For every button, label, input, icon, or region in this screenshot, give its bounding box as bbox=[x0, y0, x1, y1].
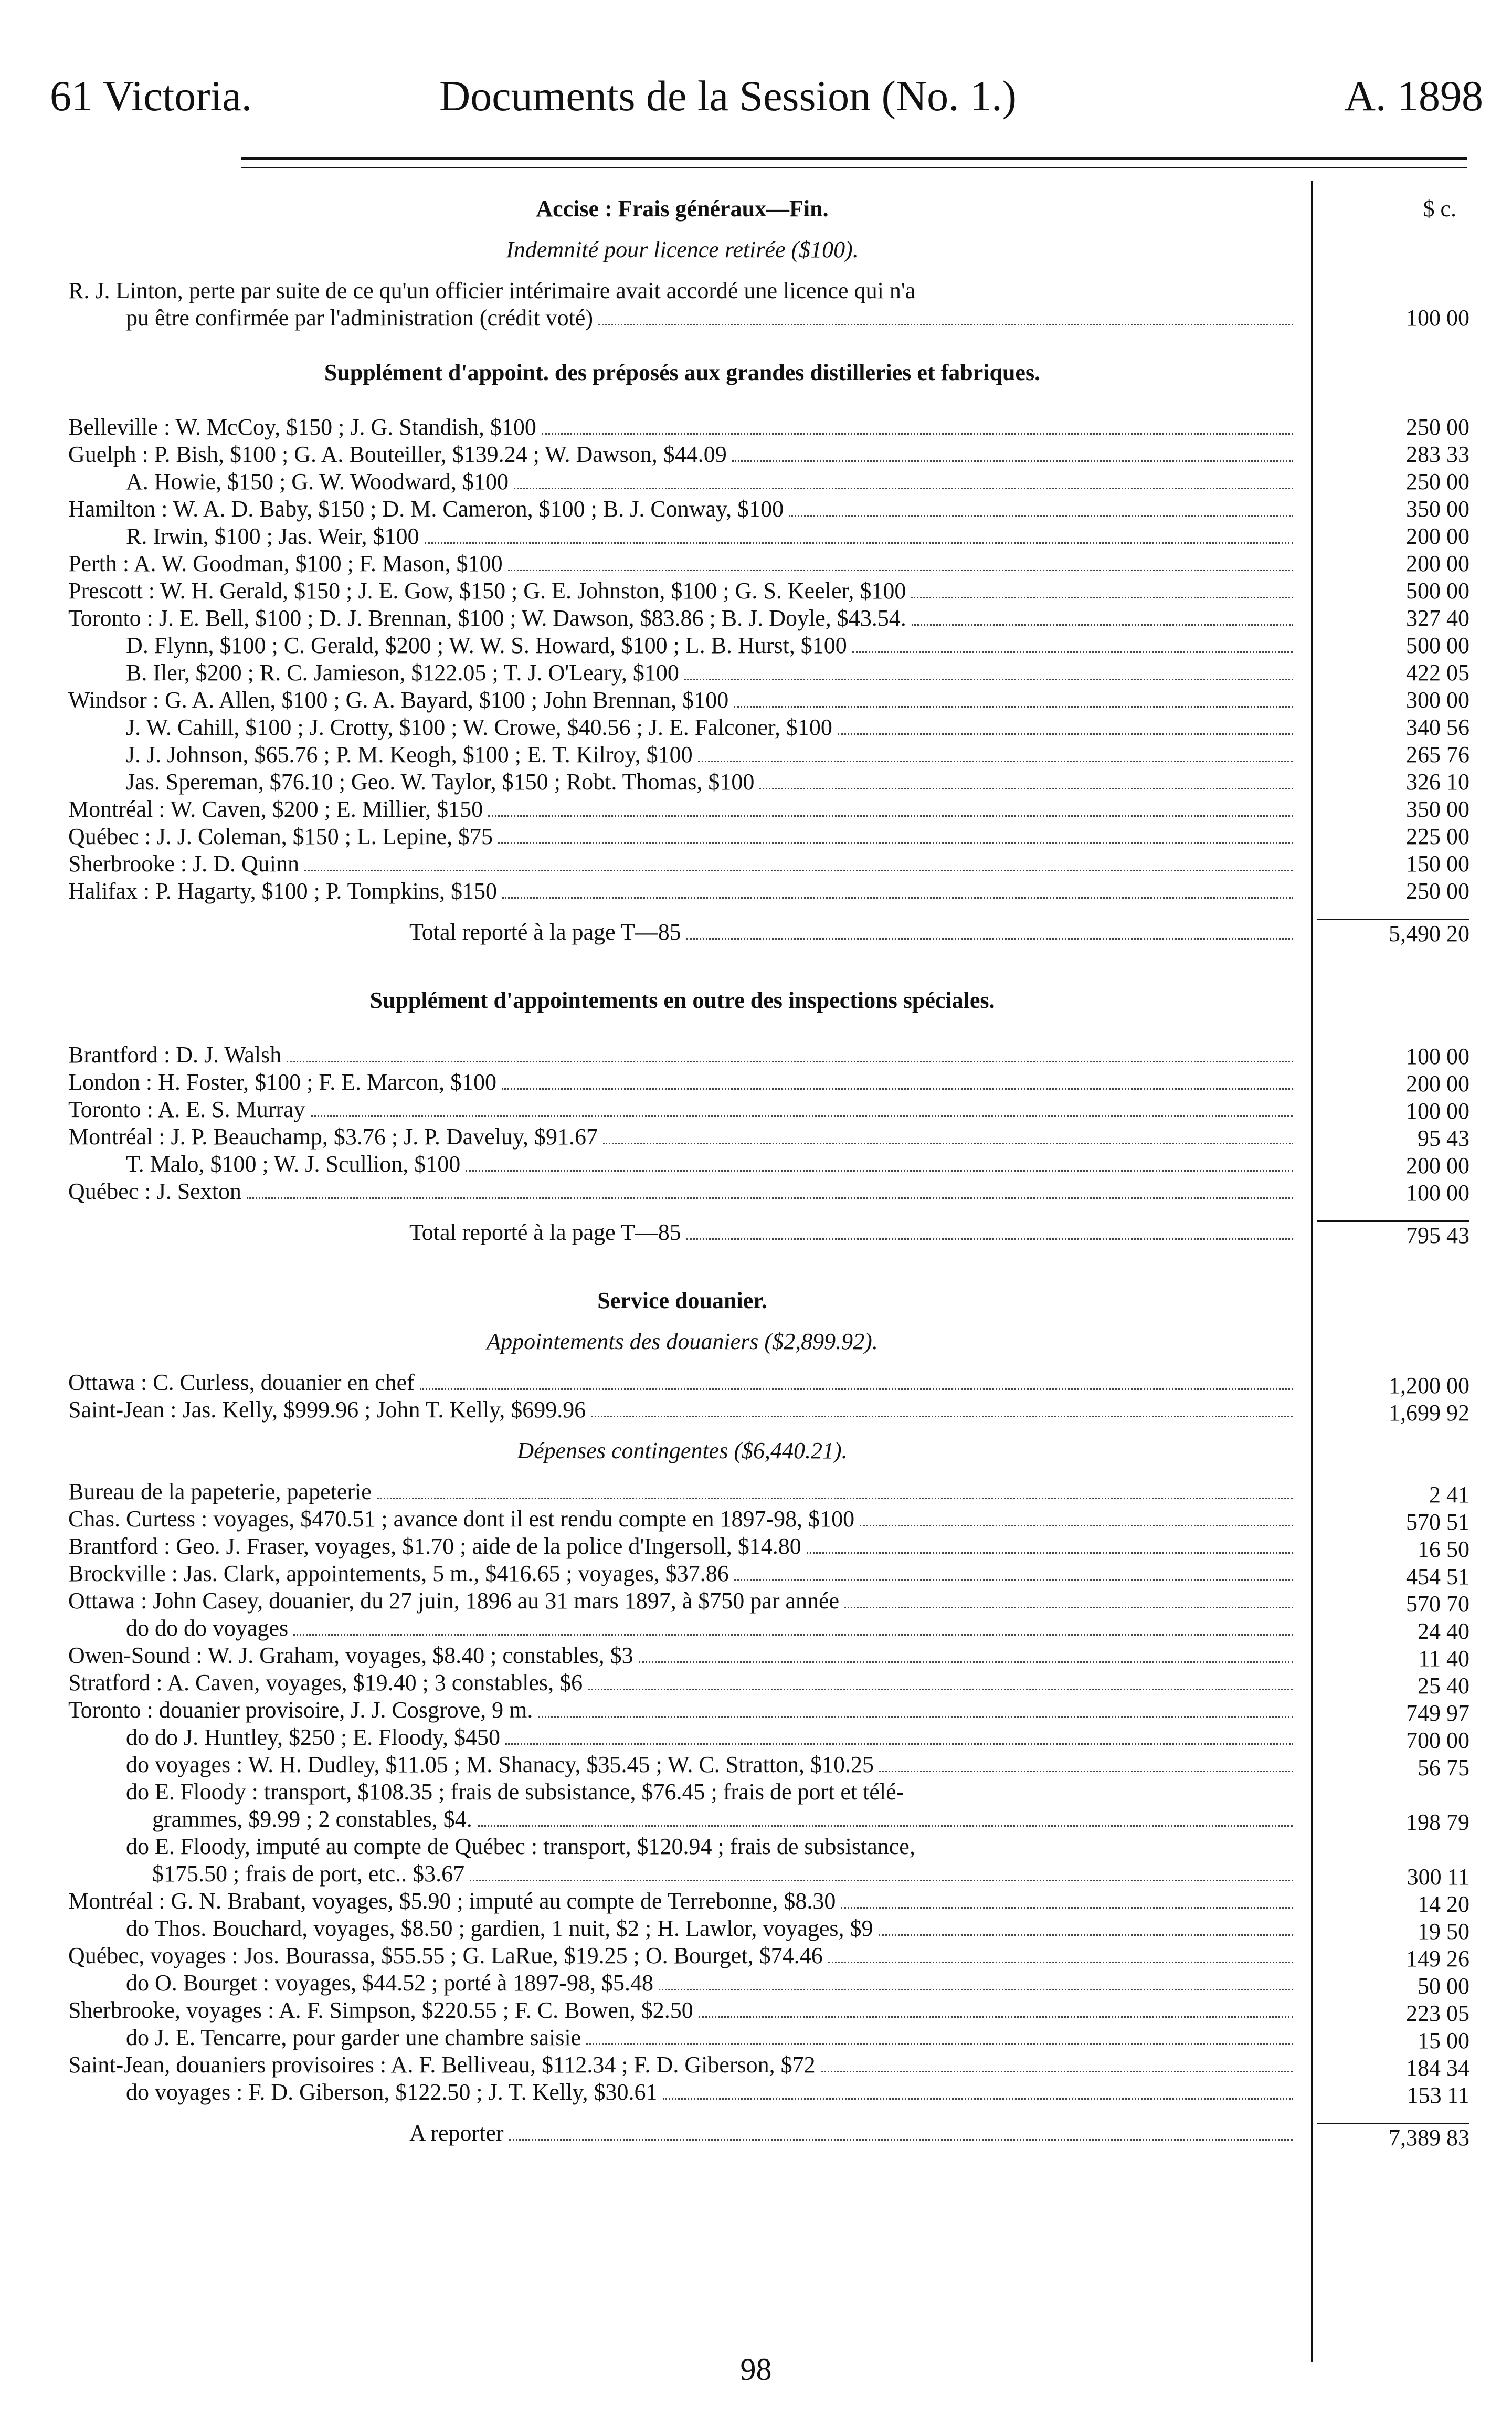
ledger-entry-text: Toronto : douanier provisoire, J. J. Cosgrove, 9 m. bbox=[68, 1697, 533, 1723]
entry-amount: 184 34 bbox=[1406, 2055, 1469, 2081]
ledger-entry bbox=[68, 414, 1296, 441]
spacer bbox=[68, 1014, 1296, 1041]
spacer bbox=[1317, 236, 1469, 264]
entry-amount: 200 00 bbox=[1406, 551, 1469, 576]
spacer bbox=[1317, 1468, 1469, 1481]
spacer bbox=[1317, 905, 1469, 919]
leader-dots bbox=[686, 1238, 1293, 1240]
leader-dots bbox=[502, 897, 1293, 899]
spacer bbox=[1317, 2109, 1469, 2123]
spacer bbox=[1317, 947, 1469, 988]
ledger-entry-line bbox=[68, 1860, 1296, 1888]
entry-amount: 100 00 bbox=[1406, 305, 1469, 331]
ledger-entry bbox=[68, 1069, 1296, 1096]
ledger-entry bbox=[68, 687, 1296, 714]
leader-dots bbox=[844, 1607, 1293, 1608]
ledger-entry-text: Bureau de la papeterie, papeterie bbox=[68, 1479, 372, 1504]
entry-amount: 225 00 bbox=[1406, 824, 1469, 849]
ledger-entry bbox=[68, 1096, 1296, 1123]
entry-amount: 1,699 92 bbox=[1389, 1400, 1469, 1426]
ledger-entry-text: Halifax : P. Hagarty, $100 ; P. Tompkins, $150 bbox=[68, 878, 498, 904]
entry-amount: 500 00 bbox=[1406, 633, 1469, 658]
ledger-entry-text: B. Iler, $200 ; R. C. Jamieson, $122.05 ; T. J. O'Leary, $100 bbox=[126, 660, 679, 686]
leader-dots bbox=[734, 706, 1293, 708]
ledger-entry bbox=[68, 1751, 1296, 1778]
leader-dots bbox=[509, 2139, 1293, 2141]
leader-dots bbox=[425, 542, 1293, 544]
entry-amount: 250 00 bbox=[1406, 469, 1469, 494]
entry-amount: 223 05 bbox=[1406, 2000, 1469, 2026]
leader-dots bbox=[470, 1880, 1293, 1881]
entry-amount: 570 70 bbox=[1406, 1591, 1469, 1617]
leader-dots bbox=[734, 1579, 1293, 1581]
section-total-amount: 5,490 20 bbox=[1317, 919, 1469, 947]
spacer bbox=[1317, 359, 1469, 386]
leader-dots bbox=[759, 788, 1293, 789]
spacer bbox=[1317, 1249, 1469, 1290]
leader-dots bbox=[912, 624, 1293, 626]
entry-amount: 1,200 00 bbox=[1389, 1373, 1469, 1398]
ledger-entry-text: do voyages : F. D. Giberson, $122.50 ; J. T. Kelly, $30.61 bbox=[126, 2079, 658, 2105]
ledger-entry bbox=[68, 1369, 1296, 1396]
ledger-entry-text: Sherbrooke : J. D. Quinn bbox=[68, 851, 299, 877]
leader-dots bbox=[293, 1634, 1293, 1636]
leader-dots bbox=[732, 460, 1293, 462]
ledger-entry bbox=[68, 550, 1296, 577]
spacer bbox=[1317, 223, 1469, 236]
leader-dots bbox=[789, 515, 1293, 517]
spacer bbox=[68, 264, 1296, 277]
ledger-entry bbox=[68, 1615, 1296, 1642]
section-total-label: Total reporté à la page T—85 bbox=[409, 1219, 681, 1245]
entry-amount: 350 00 bbox=[1406, 496, 1469, 522]
amount-column-rule bbox=[1311, 181, 1313, 2362]
leader-dots bbox=[488, 815, 1293, 817]
ledger-entry bbox=[68, 2079, 1296, 2106]
ledger-entry-text: J. W. Cahill, $100 ; J. Crotty, $100 ; W. Crowe, $40.56 ; J. E. Falconer, $100 bbox=[126, 714, 832, 740]
spacer bbox=[1317, 1358, 1469, 1372]
ledger-entry-text: Brantford : Geo. J. Fraser, voyages, $1.70 ; aide de la police d'Ingersoll, $14.80 bbox=[68, 1533, 801, 1559]
entry-amount: 100 00 bbox=[1406, 1098, 1469, 1124]
entry-amount: 11 40 bbox=[1418, 1646, 1469, 1671]
ledger-entry-line-text: grammes, $9.99 ; 2 constables, $4. bbox=[152, 1806, 472, 1832]
leader-dots bbox=[838, 733, 1293, 735]
section-subtitle: Indemnité pour licence retirée ($100). bbox=[506, 237, 859, 262]
ledger-entry bbox=[68, 1697, 1296, 1724]
ledger-entry bbox=[68, 1151, 1296, 1178]
leader-dots bbox=[514, 488, 1293, 489]
ledger-entry bbox=[68, 1587, 1296, 1615]
spacer bbox=[1317, 332, 1469, 359]
leader-dots bbox=[542, 433, 1293, 435]
ledger-entry-text: Windsor : G. A. Allen, $100 ; G. A. Bayard, $100 ; John Brennan, $100 bbox=[68, 687, 729, 713]
entry-amount: 700 00 bbox=[1406, 1727, 1469, 1753]
entry-amount: 100 00 bbox=[1406, 1180, 1469, 1206]
spacer bbox=[1317, 988, 1469, 1016]
leader-dots bbox=[807, 1552, 1293, 1554]
page-header bbox=[50, 67, 1483, 125]
ledger-entry-text: do voyages : W. H. Dudley, $11.05 ; M. Shanacy, $35.45 ; W. C. Stratton, $10.25 bbox=[126, 1752, 874, 1777]
leader-dots bbox=[663, 2098, 1294, 2100]
section-title: Supplément d'appointements en outre des inspections spéciales. bbox=[369, 987, 995, 1013]
leader-dots bbox=[603, 1143, 1293, 1144]
entry-amount: 283 33 bbox=[1406, 441, 1469, 467]
ledger-entry bbox=[68, 523, 1296, 550]
spacer bbox=[1317, 1440, 1469, 1468]
entry-amount: 350 00 bbox=[1406, 796, 1469, 822]
ledger-entry-text: Ottawa : C. Curless, douanier en chef bbox=[68, 1369, 415, 1395]
section-total bbox=[68, 2120, 1296, 2147]
entry-amount: 250 00 bbox=[1406, 878, 1469, 904]
section-title: Supplément d'appoint. des préposés aux grandes distilleries et fabriques. bbox=[324, 360, 1041, 385]
ledger-entry bbox=[68, 1041, 1296, 1069]
currency-header: $ c. bbox=[1423, 196, 1456, 222]
section-title: Service douanier. bbox=[597, 1288, 767, 1313]
leader-dots bbox=[377, 1498, 1293, 1499]
entry-amount: 200 00 bbox=[1406, 1071, 1469, 1097]
spacer bbox=[68, 386, 1296, 414]
entry-amount: 100 00 bbox=[1406, 1044, 1469, 1069]
leader-dots bbox=[828, 1962, 1293, 1963]
ledger-entry bbox=[68, 1123, 1296, 1151]
entry-amount: 422 05 bbox=[1406, 660, 1469, 686]
leader-dots bbox=[598, 324, 1293, 325]
entry-amount: 50 00 bbox=[1418, 1973, 1469, 1999]
header-rule-thin bbox=[241, 167, 1467, 168]
ledger-entry-text: Stratford : A. Caven, voyages, $19.40 ; 3 constables, $6 bbox=[68, 1670, 583, 1695]
ledger-entry-text: Ottawa : John Casey, douanier, du 27 juin, 1896 au 31 mars 1897, à $750 par année bbox=[68, 1588, 840, 1614]
ledger-entry bbox=[68, 1969, 1296, 1997]
ledger-entry-text: Québec : J. J. Coleman, $150 ; L. Lepine, $75 bbox=[68, 824, 493, 849]
ledger-entry bbox=[68, 577, 1296, 605]
ledger-entry-text: do do J. Huntley, $250 ; E. Floody, $450 bbox=[126, 1724, 500, 1750]
section-subtitle: Dépenses contingentes ($6,440.21). bbox=[517, 1438, 848, 1463]
spacer bbox=[1317, 1016, 1469, 1043]
ledger-entry-text: Perth : A. W. Goodman, $100 ; F. Mason, $100 bbox=[68, 551, 503, 576]
leader-dots bbox=[841, 1907, 1293, 1909]
entry-amount: 200 00 bbox=[1406, 1153, 1469, 1178]
entry-amount: 570 51 bbox=[1406, 1509, 1469, 1535]
section-total-amount: 795 43 bbox=[1317, 1220, 1469, 1249]
ledger-entry-text: Brantford : D. J. Walsh bbox=[68, 1042, 282, 1068]
ledger-entry-line: do E. Floody, imputé au compte de Québec : transport, $120.94 ; frais de subsistance, bbox=[126, 1834, 915, 1859]
spacer bbox=[68, 1205, 1296, 1219]
leader-dots bbox=[287, 1061, 1293, 1062]
ledger-entry-text: Prescott : W. H. Gerald, $150 ; J. E. Gow, $150 ; G. E. Johnston, $100 ; G. S. Keeler, $100 bbox=[68, 578, 906, 604]
spacer bbox=[1317, 386, 1469, 414]
leader-dots bbox=[911, 597, 1293, 598]
page-number: 98 bbox=[740, 2352, 772, 2387]
ledger-entry-line bbox=[68, 304, 1296, 332]
ledger-entry bbox=[68, 1669, 1296, 1697]
leader-dots bbox=[821, 2071, 1293, 2072]
entry-amount: 300 00 bbox=[1406, 687, 1469, 713]
entry-amount: 500 00 bbox=[1406, 578, 1469, 604]
spacer bbox=[68, 905, 1296, 919]
ledger-entry bbox=[68, 714, 1296, 741]
ledger-entry bbox=[68, 850, 1296, 878]
leader-dots bbox=[508, 570, 1293, 571]
entry-amount: 95 43 bbox=[1418, 1125, 1469, 1151]
ledger-entry-text: Saint-Jean : Jas. Kelly, $999.96 ; John T. Kelly, $699.96 bbox=[68, 1397, 586, 1423]
entry-amount: 56 75 bbox=[1418, 1755, 1469, 1781]
spacer bbox=[1317, 1427, 1469, 1440]
section-total-label: A reporter bbox=[409, 2120, 504, 2146]
section-title: Accise : Frais généraux—Fin. bbox=[536, 196, 829, 222]
header-title: Documents de la Session (No. 1.) bbox=[439, 72, 1017, 120]
leader-dots bbox=[860, 1525, 1293, 1526]
leader-dots bbox=[879, 1771, 1293, 1772]
leader-dots bbox=[639, 1661, 1293, 1663]
ledger-entry bbox=[68, 878, 1296, 905]
section-total bbox=[68, 1219, 1296, 1246]
spacer bbox=[68, 946, 1296, 987]
entry-amount: 200 00 bbox=[1406, 523, 1469, 549]
ledger-entry bbox=[68, 605, 1296, 632]
ledger-entry bbox=[68, 1396, 1296, 1424]
leader-dots bbox=[505, 1743, 1293, 1745]
ledger-entry bbox=[68, 1505, 1296, 1533]
leader-dots bbox=[698, 761, 1293, 762]
ledger-entry bbox=[68, 1724, 1296, 1751]
section-total-label: Total reporté à la page T—85 bbox=[409, 919, 681, 945]
ledger-entry-text: J. J. Johnson, $65.76 ; P. M. Keogh, $100 ; E. T. Kilroy, $100 bbox=[126, 742, 693, 767]
ledger-entry bbox=[68, 2051, 1296, 2079]
entry-amount: 300 11 bbox=[1407, 1864, 1469, 1890]
entry-amount: 24 40 bbox=[1418, 1618, 1469, 1644]
ledger-entry-line: R. J. Linton, perte par suite de ce qu'un officier intérimaire avait accordé une licence qui n'a bbox=[68, 278, 916, 303]
entry-amount: 14 20 bbox=[1418, 1891, 1469, 1917]
header-year: A. 1898 bbox=[1344, 72, 1483, 120]
ledger-entry bbox=[68, 823, 1296, 850]
spacer bbox=[68, 1465, 1296, 1478]
leader-dots bbox=[247, 1197, 1293, 1199]
ledger-entry-text: Montréal : J. P. Beauchamp, $3.76 ; J. P. Daveluy, $91.67 bbox=[68, 1124, 598, 1150]
ledger-entry-text: do Thos. Bouchard, voyages, $8.50 ; gardien, 1 nuit, $2 ; H. Lawlor, voyages, $9 bbox=[126, 1915, 873, 1941]
ledger-entry bbox=[68, 632, 1296, 659]
ledger-body bbox=[68, 195, 1296, 2147]
header-rule-thick bbox=[241, 157, 1467, 160]
ledger-entry-text: Owen-Sound : W. J. Graham, voyages, $8.40 ; constables, $3 bbox=[68, 1642, 633, 1668]
spacer bbox=[1317, 1290, 1469, 1318]
leader-dots bbox=[502, 1088, 1293, 1090]
ledger-entry bbox=[68, 796, 1296, 823]
ledger-entry-text: A. Howie, $150 ; G. W. Woodward, $100 bbox=[126, 469, 509, 494]
ledger-entry-text: Toronto : A. E. S. Murray bbox=[68, 1097, 305, 1122]
leader-dots bbox=[588, 1689, 1293, 1690]
entry-amount: 149 26 bbox=[1406, 1946, 1469, 1972]
ledger-entry-text: London : H. Foster, $100 ; F. E. Marcon, $100 bbox=[68, 1069, 496, 1095]
ledger-entry-text: Québec : J. Sexton bbox=[68, 1178, 241, 1204]
entry-amount: 150 00 bbox=[1406, 851, 1469, 877]
ledger-entry-text: Jas. Spereman, $76.10 ; Geo. W. Taylor, $150 ; Robt. Thomas, $100 bbox=[126, 769, 755, 795]
entry-amount: 250 00 bbox=[1406, 414, 1469, 440]
entry-amount: 265 76 bbox=[1406, 742, 1469, 767]
ledger-entry bbox=[68, 659, 1296, 687]
ledger-entry-text: Montréal : W. Caven, $200 ; E. Millier, $150 bbox=[68, 796, 483, 822]
spacer bbox=[68, 223, 1296, 236]
ledger-entry-line-text: pu être confirmée par l'administration (crédit voté) bbox=[126, 305, 594, 331]
spacer bbox=[68, 1314, 1296, 1328]
spacer bbox=[1317, 1318, 1469, 1331]
spacer bbox=[1317, 1836, 1469, 1863]
ledger-entry-text: Belleville : W. McCoy, $150 ; J. G. Standish, $100 bbox=[68, 414, 536, 440]
leader-dots bbox=[586, 2043, 1293, 2045]
ledger-entry-line bbox=[68, 1806, 1296, 1833]
ledger-entry-text: Toronto : J. E. Bell, $100 ; D. J. Brennan, $100 ; W. Dawson, $83.86 ; B. J. Doyle, $43.54. bbox=[68, 605, 906, 631]
ledger-entry bbox=[68, 496, 1296, 523]
entry-amount: 19 50 bbox=[1418, 1919, 1469, 1944]
spacer bbox=[1317, 1207, 1469, 1220]
ledger-entry-text: Québec, voyages : Jos. Bourassa, $55.55 ; G. LaRue, $19.25 ; O. Bourget, $74.46 bbox=[68, 1943, 823, 1968]
leader-dots bbox=[498, 842, 1293, 844]
ledger-entry-text: Chas. Curtess : voyages, $470.51 ; avance dont il est rendu compte en 1897-98, $100 bbox=[68, 1506, 855, 1532]
entry-amount: 749 97 bbox=[1406, 1700, 1469, 1726]
ledger-entry-text: Montréal : G. N. Brabant, voyages, $5.90 ; imputé au compte de Terrebonne, $8.30 bbox=[68, 1888, 836, 1914]
ledger-entry-text: R. Irwin, $100 ; Jas. Weir, $100 bbox=[126, 523, 419, 549]
entry-amount: 198 79 bbox=[1406, 1809, 1469, 1835]
spacer bbox=[1317, 277, 1469, 304]
ledger-entry-text: do do do voyages bbox=[126, 1615, 289, 1641]
ledger-entry-text: Hamilton : W. A. D. Baby, $150 ; D. M. Cameron, $100 ; B. J. Conway, $100 bbox=[68, 496, 784, 522]
spacer bbox=[1317, 1782, 1469, 1809]
spacer bbox=[68, 1246, 1296, 1287]
section-total bbox=[68, 919, 1296, 946]
entry-amount: 454 51 bbox=[1406, 1564, 1469, 1589]
ledger-entry bbox=[68, 1478, 1296, 1505]
leader-dots bbox=[311, 1115, 1293, 1117]
ledger-entry bbox=[68, 1560, 1296, 1587]
leader-dots bbox=[879, 1934, 1293, 1936]
ledger-entry bbox=[68, 768, 1296, 796]
ledger-entry-text: Saint-Jean, douaniers provisoires : A. F. Belliveau, $112.34 ; F. D. Giberson, $72 bbox=[68, 2052, 816, 2078]
section-subtitle: Appointements des douaniers ($2,899.92). bbox=[487, 1329, 878, 1354]
spacer bbox=[68, 1424, 1296, 1437]
leader-dots bbox=[304, 870, 1293, 871]
entry-amount: 340 56 bbox=[1406, 714, 1469, 740]
ledger-entry bbox=[68, 2024, 1296, 2051]
ledger-entry bbox=[68, 1642, 1296, 1669]
section-total-amount: 7,389 83 bbox=[1317, 2123, 1469, 2152]
leader-dots bbox=[466, 1170, 1293, 1172]
spacer bbox=[1317, 264, 1469, 277]
entry-amount: 25 40 bbox=[1418, 1673, 1469, 1699]
leader-dots bbox=[478, 1825, 1293, 1827]
ledger-entry bbox=[68, 1942, 1296, 1969]
ledger-entry-line: do E. Floody : transport, $108.35 ; frais de subsistance, $76.45 ; frais de port et télé- bbox=[126, 1779, 904, 1805]
ledger-entry bbox=[68, 1915, 1296, 1942]
ledger-entry-text: T. Malo, $100 ; W. J. Scullion, $100 bbox=[126, 1151, 461, 1177]
ledger-entry bbox=[68, 1533, 1296, 1560]
ledger-entry bbox=[68, 468, 1296, 496]
spacer bbox=[68, 1355, 1296, 1369]
leader-dots bbox=[659, 1989, 1293, 1990]
leader-dots bbox=[591, 1416, 1293, 1417]
header-session: 61 Victoria. bbox=[50, 72, 252, 120]
ledger-entry-text: Sherbrooke, voyages : A. F. Simpson, $220.55 ; F. C. Bowen, $2.50 bbox=[68, 1997, 693, 2023]
leader-dots bbox=[686, 938, 1293, 940]
entry-amount: 327 40 bbox=[1406, 605, 1469, 631]
leader-dots bbox=[538, 1716, 1293, 1718]
leader-dots bbox=[684, 679, 1293, 680]
leader-dots bbox=[420, 1388, 1293, 1390]
entry-amount: 326 10 bbox=[1406, 769, 1469, 795]
ledger-entry bbox=[68, 1997, 1296, 2024]
leader-dots bbox=[699, 2016, 1293, 2018]
ledger-entry-text: do J. E. Tencarre, pour garder une chambre saisie bbox=[126, 2025, 581, 2050]
ledger-entry-text: Guelph : P. Bish, $100 ; G. A. Bouteiller, $139.24 ; W. Dawson, $44.09 bbox=[68, 441, 727, 467]
entry-amount: 16 50 bbox=[1418, 1536, 1469, 1562]
ledger-entry-line-text: $175.50 ; frais de port, etc.. $3.67 bbox=[152, 1861, 465, 1887]
spacer bbox=[68, 332, 1296, 359]
ledger-entry-text: do O. Bourget : voyages, $44.52 ; porté à 1897-98, $5.48 bbox=[126, 1970, 653, 1996]
ledger-entry-text: D. Flynn, $100 ; C. Gerald, $200 ; W. W. S. Howard, $100 ; L. B. Hurst, $100 bbox=[126, 633, 847, 658]
amount-column bbox=[1317, 195, 1469, 2152]
ledger-entry bbox=[68, 1888, 1296, 1915]
entry-amount: 2 41 bbox=[1429, 1482, 1469, 1508]
entry-amount: 153 11 bbox=[1407, 2082, 1469, 2108]
spacer bbox=[68, 2106, 1296, 2120]
ledger-entry bbox=[68, 1178, 1296, 1205]
leader-dots bbox=[852, 651, 1293, 653]
entry-amount: 15 00 bbox=[1418, 2028, 1469, 2053]
ledger-entry bbox=[68, 441, 1296, 468]
ledger-entry-text: Brockville : Jas. Clark, appointements, 5 m., $416.65 ; voyages, $37.86 bbox=[68, 1561, 729, 1586]
spacer bbox=[1317, 1331, 1469, 1358]
ledger-entry bbox=[68, 741, 1296, 768]
